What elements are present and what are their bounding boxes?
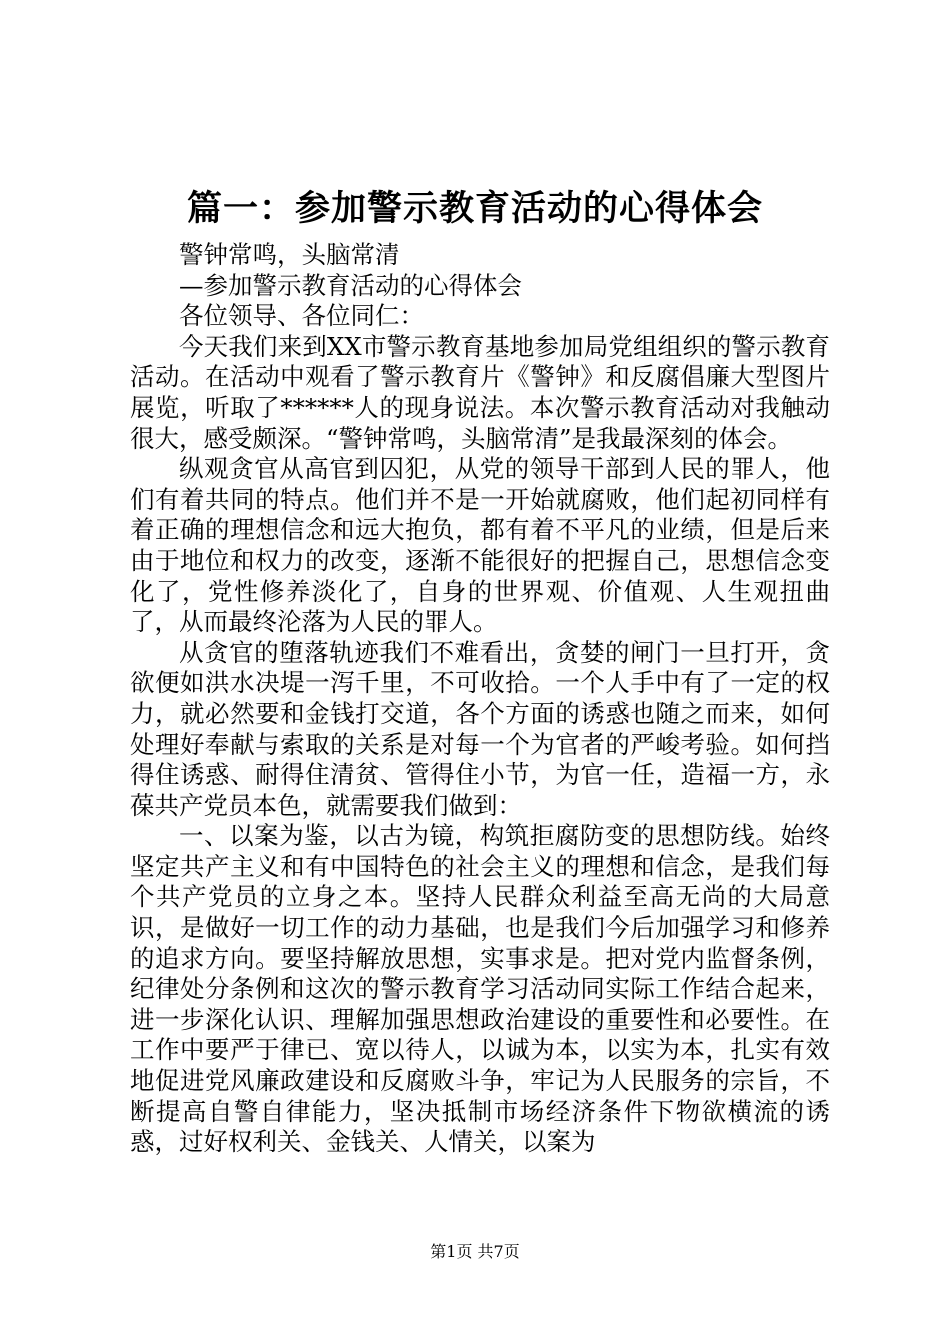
document-body <box>130 240 830 1158</box>
subtitle-line: —参加警示教育活动的心得体会 <box>179 270 522 300</box>
body-paragraph: 一、以案为鉴，以古为镜，构筑拒腐防变的思想防线。始终坚定共产主义和有中国特色的社会主义的理想和信念，是我们每个共产党员的立身之本。坚持人民群众利益至高无尚的大局意识，是做好一切工作的动力基础，也是我们今后加强学习和修养的追求方向。要坚持解放思想，实事求是。把对党内监督条例，纪律处分条例和这次的警示教育学习活动同实际工作结合起来，进一步深化认识、理解加强思想政治建设的重要性和必要性。在工作中要严于律已、宽以待人，以诚为本，以实为本，扎实有效地促进党风廉政建设和反腐败斗争，牢记为人民服务的宗旨，不断提高自警自律能力，坚决抵制市场经济条件下物欲横流的诱惑，过好权利关、金钱关、人情关，以案为 <box>130 821 830 1157</box>
page-footer: 第1页 共7页 <box>430 1242 520 1261</box>
body-paragraph: 今天我们来到XX市警示教育基地参加局党组组织的警示教育活动。在活动中观看了警示教育片《警钟》和反腐倡廉大型图片展览，听取了******人的现身说法。本次警示教育活动对我触动很大，感受颇深。“警钟常鸣，头脑常清”是我最深刻的体会。 <box>130 331 830 453</box>
salutation: 各位领导、各位同仁： <box>179 301 424 331</box>
body-paragraph: 从贪官的堕落轨迹我们不难看出，贪婪的闸门一旦打开，贪欲便如洪水决堤一泻千里，不可收拾。一个人手中有了一定的权力，就必然要和金钱打交道，各个方面的诱惑也随之而来，如何处理好奉献与索取的关系是对每一个为官者的严峻考验。如何挡得住诱惑、耐得住清贫、管得住小节，为官一任，造福一方，永葆共产党员本色，就需要我们做到： <box>130 637 830 820</box>
subtitle-line: 警钟常鸣，头脑常清 <box>179 240 400 269</box>
body-paragraph: 纵观贪官从高官到囚犯，从党的领导干部到人民的罪人，他们有着共同的特点。他们并不是一开始就腐败，他们起初同样有着正确的理想信念和远大抱负，都有着不平凡的业绩，但是后来由于地位和权力的改变，逐渐不能很好的把握自己，思想信念变化了，党性修养淡化了，自身的世界观、价值观、人生观扭曲了，从而最终沦落为人民的罪人。 <box>130 454 830 637</box>
document-title: 篇一：参加警示教育活动的心得体会 <box>186 189 763 229</box>
